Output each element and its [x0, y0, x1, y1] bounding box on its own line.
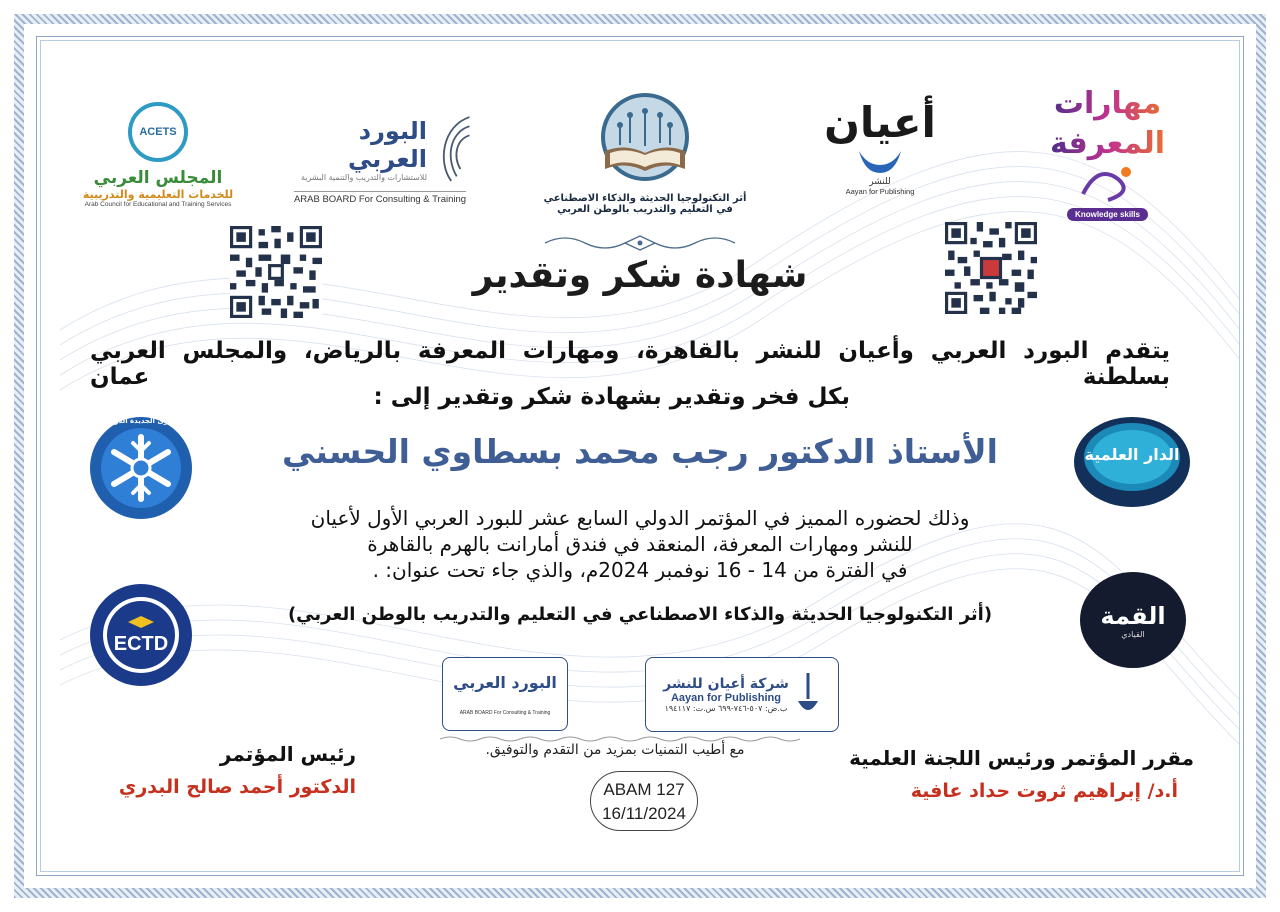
arab-board-name-en: ARAB BOARD For Consulting & Training: [294, 191, 466, 205]
body-line-3: في الفترة من 14 - 16 نوفمبر 2024م، والذي جاء تحت عنوان: .: [372, 558, 908, 582]
stamp-code: ABAM 127: [603, 780, 685, 799]
aayan-bottom-emblem-icon: [795, 669, 821, 721]
signature-left-name-wrap: [119, 776, 356, 798]
arab-board-logo: [285, 96, 475, 218]
snowflake-icon: [88, 415, 194, 521]
body-line-2: للنشر ومهارات المعرفة، المنعقد في فندق أمارانت بالهرم بالقاهرة: [367, 532, 913, 556]
new-visions-text: الرؤى الجديدة الدولية: [104, 417, 178, 425]
reference-stamp: [590, 771, 698, 831]
aayan-bottom-name: شركة أعيان للنشر: [663, 676, 789, 692]
knowledge-name: مهارات المعرفة: [1040, 84, 1175, 164]
acets-logo: [78, 92, 238, 217]
aayan-subtitle: للنشر: [869, 177, 891, 187]
qr-code-icon: [945, 222, 1037, 314]
conference-line-2: في التعليم والتدريب بالوطن العربي: [557, 204, 733, 215]
arab-board-bottom-logo: [442, 657, 568, 731]
acets-name: المجلس العربي: [93, 167, 223, 188]
signature-left-name: الدكتور أحمد صالح البدري: [118, 776, 356, 798]
knowledge-swirl-icon: [1078, 164, 1138, 204]
signature-left: [220, 742, 356, 766]
signature-right: [849, 746, 1194, 802]
intro-line-1: يتقدم البورد العربي وأعيان للنشر بالقاهرة، ومهارات المعرفة بالرياض، والمجلس العربي بسلطنة عمان: [90, 338, 1170, 390]
scientific-house-text: الدار العلمية: [1084, 445, 1180, 464]
intro-line-2: بكل فخر وتقدير بشهادة شكر وتقدير إلى :: [373, 384, 850, 410]
arab-board-name: البورد العربي: [348, 116, 428, 173]
qr-code-left[interactable]: [230, 226, 322, 318]
qimma-sub: القيادي: [1121, 629, 1145, 639]
conference-emblem: [530, 78, 760, 228]
acets-badge: ACETS: [139, 125, 177, 138]
recipient-name: الأستاذ الدكتور رجب محمد بسطاوي الحسني: [282, 432, 998, 471]
aayan-hands-icon: [855, 147, 905, 177]
scientific-house-logo: [1072, 415, 1192, 510]
qimma-logo: [1080, 572, 1186, 668]
signature-left-title: رئيس المؤتمر: [219, 742, 356, 766]
body-line-1: وذلك لحضوره المميز في المؤتمر الدولي السابع عشر للبورد العربي الأول لأعيان: [310, 506, 970, 530]
acets-subtitle: للخدمات التعليمية والتدريبية: [82, 187, 234, 201]
ectd-logo: [88, 582, 194, 688]
qr-code-right[interactable]: [945, 222, 1037, 314]
signature-right-name: أ.د/ إبراهيم ثروت حداد عافية: [910, 780, 1178, 802]
conference-line-1: أثر التكنولوجيا الحديثة والذكاء الاصطناعي: [543, 193, 747, 204]
certificate-title: شهادة شكر وتقدير: [472, 255, 808, 296]
knowledge-skills-logo: [1040, 82, 1175, 222]
arab-board-bottom-name-en: ARAB BOARD For Consulting & Training: [459, 709, 551, 716]
aayan-bottom-logo: [645, 657, 839, 732]
knowledge-caption: Knowledge skills: [1067, 208, 1148, 221]
wave-divider-icon: [440, 735, 800, 743]
aayan-name: أعيان: [824, 98, 936, 147]
certificate-body: [240, 505, 1040, 583]
wishes-text: مع أطيب التمنيات بمزيد من التقدم والتوفيق.: [485, 742, 745, 758]
book-circuit-icon: [590, 91, 700, 191]
new-visions-logo: [88, 415, 194, 521]
qimma-text: القمة: [1100, 601, 1166, 630]
aayan-name-en: Aayan for Publishing: [845, 187, 915, 196]
aayan-logo: [824, 80, 936, 215]
aayan-bottom-info: ب.ض: ٥٠٧-٧٤٦-٦٩٩ س.ت: ١٩٤١١٧: [664, 704, 788, 713]
arab-board-bottom-name: البورد العربي: [453, 672, 557, 692]
conference-subject: (أثر التكنولوجيا الحديثة والذكاء الاصطناعي في التعليم والتدريب بالوطن العربي): [287, 604, 993, 625]
ornament-divider-icon: [540, 233, 740, 253]
arab-board-subtitle: للاستشارات والتدريب والتنمية البشرية: [300, 172, 428, 182]
title-area: [470, 233, 810, 313]
ectd-badge: ECTD: [113, 632, 169, 655]
signature-right-title: مقرر المؤتمر ورئيس اللجنة العلمية: [849, 746, 1194, 770]
acets-name-en: Arab Council for Educational and Training Services: [84, 200, 232, 208]
arab-board-emblem-icon: [433, 109, 475, 189]
stamp-date: 16/11/2024: [602, 804, 686, 823]
aayan-bottom-name-en: Aayan for Publishing: [670, 692, 781, 704]
qr-code-icon: [230, 226, 322, 318]
